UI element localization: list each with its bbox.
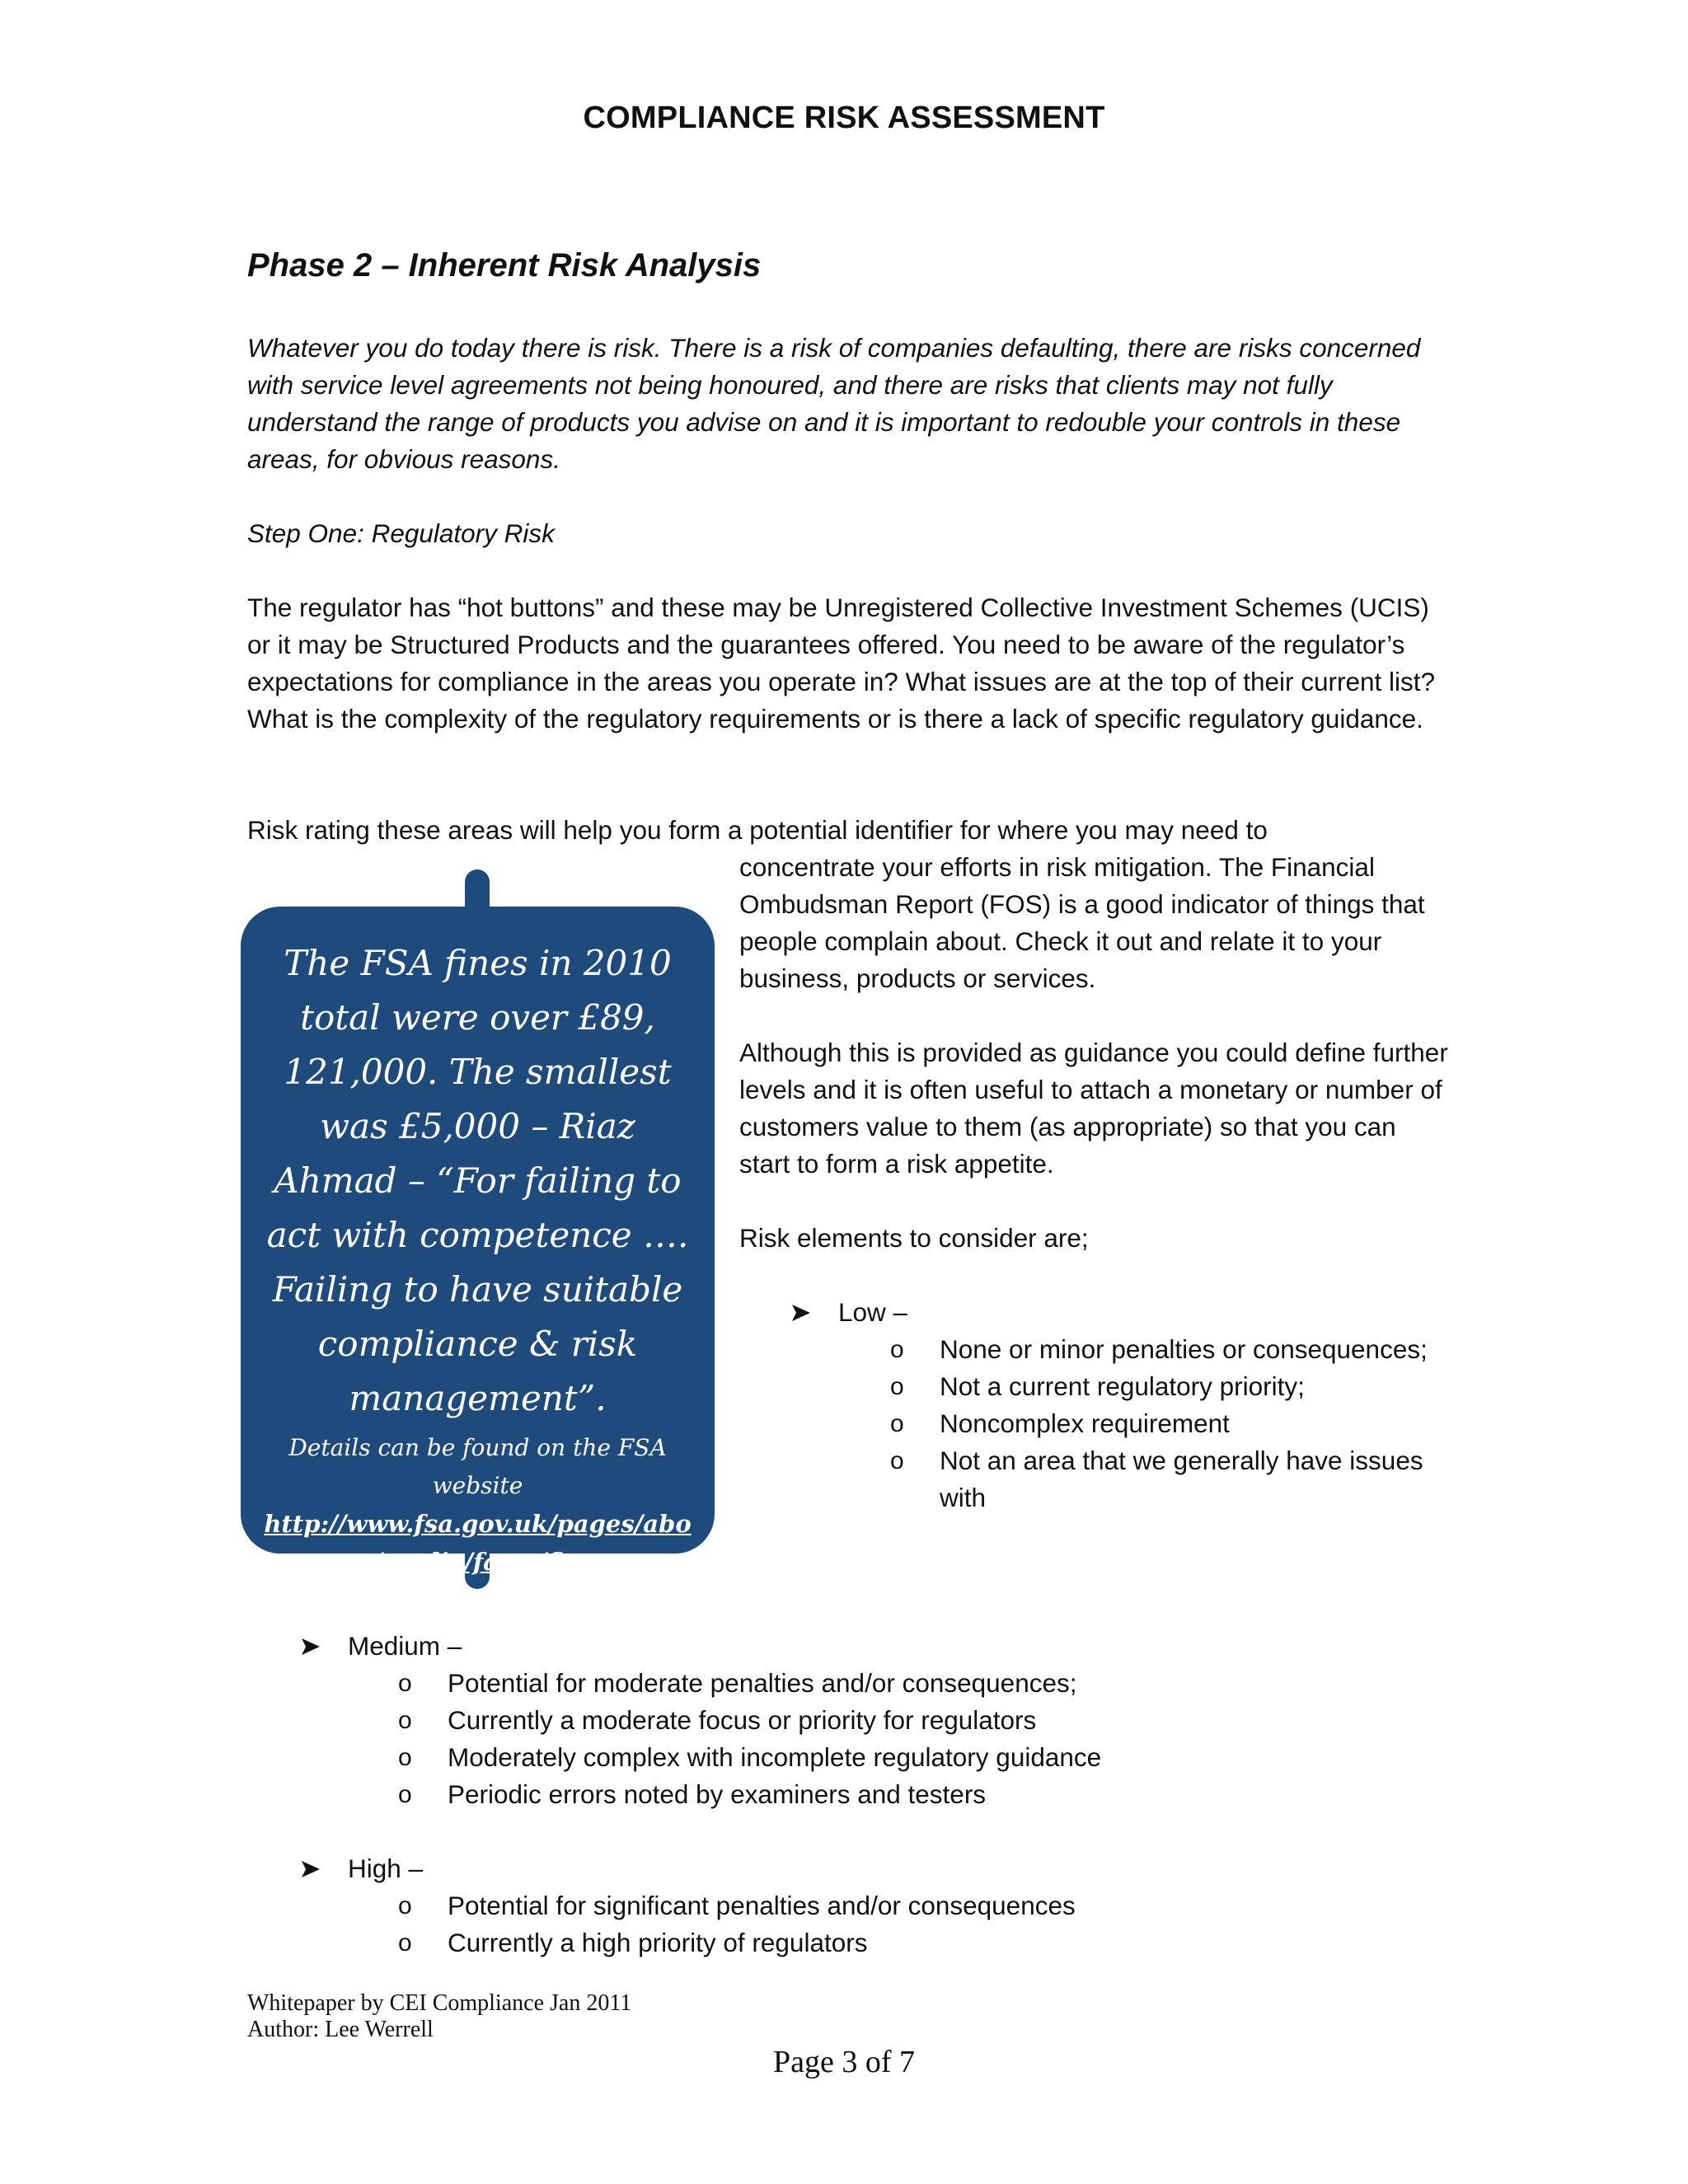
risk-rating-line: Risk rating these areas will help you form a potential identifier for where you may need to	[247, 815, 1268, 845]
risk-level-high	[301, 1850, 1372, 1961]
circle-bullet-icon: o	[890, 1447, 904, 1474]
circle-bullet-icon: o	[398, 1670, 412, 1697]
intro-paragraph: Whatever you do today there is risk. There is a risk of companies defaulting, there are risks concerned with service level agreements not being honoured, and there are risks that clients may not fully understand the range of products you advise on and it is important to redouble your controls in these areas, for obvious reasons.	[247, 333, 1421, 474]
guidance-paragraph: Although this is provided as guidance you could define further levels and it is often useful to attach a monetary or number of customers value to them (as appropriate) so that you can start to form a risk appetite.	[739, 1038, 1448, 1179]
document-title: COMPLIANCE RISK ASSESSMENT	[583, 101, 1105, 135]
risk-level-label: Low –	[838, 1297, 908, 1327]
circle-bullet-icon: o	[398, 1929, 412, 1957]
list-item: o Periodic errors noted by examiners and testers	[301, 1776, 1372, 1813]
circle-bullet-icon: o	[890, 1373, 904, 1400]
footer-author-name: Author: Lee Werrell	[247, 2017, 434, 2042]
fsa-fines-link[interactable]: http://www.fsa.gov.uk/pages/about/media/facts/fines	[264, 1510, 692, 1576]
circle-bullet-icon: o	[890, 1410, 904, 1437]
risk-elements-intro: Risk elements to consider are;	[739, 1223, 1089, 1253]
callout-details-text: Details can be found on the FSA website	[288, 1434, 667, 1499]
arrow-bullet-icon	[301, 1850, 326, 1878]
risk-level-medium	[301, 1628, 1372, 1813]
regulator-paragraph: The regulator has “hot buttons” and these may be Unregistered Collective Investment Schemes (UCIS) or it may be Structured Products and the guarantees offered. You need to be aware of the regulator’s expectations for compliance in the areas you operate in? What issues are at the top of their current list? What is the complexity of the regulatory requirements or is there a lack of specific regulatory guidance.	[247, 593, 1436, 733]
fsa-fines-callout	[241, 907, 715, 1576]
circle-bullet-icon: o	[398, 1892, 412, 1919]
circle-bullet-icon: o	[398, 1707, 412, 1734]
risk-level-label: Medium –	[348, 1631, 462, 1661]
risk-level-low	[791, 1294, 1451, 1516]
list-item: o Noncomplex requirement	[791, 1405, 1451, 1442]
risk-level-label: High –	[348, 1854, 424, 1883]
step-one-heading: Step One: Regulatory Risk	[247, 518, 555, 548]
list-item: o None or minor penalties or consequences;	[791, 1331, 1451, 1368]
circle-bullet-icon: o	[890, 1336, 904, 1363]
list-item: o Moderately complex with incomplete regulatory guidance	[301, 1739, 1372, 1776]
footer-author-line: Whitepaper by CEI Compliance Jan 2011	[247, 1990, 632, 2016]
phase-heading: Phase 2 – Inherent Risk Analysis	[247, 247, 762, 284]
list-item: o Not a current regulatory priority;	[791, 1368, 1451, 1405]
list-item: o Not an area that we generally have issues with	[791, 1442, 1451, 1516]
callout-main-text: The FSA fines in 2010 total were over £89, 121,000. The smallest was £5,000 – Riaz Ahmad – “For failing to act with competence …. Failing to have suitable compliance & risk management”.	[266, 943, 689, 1418]
circle-bullet-icon: o	[398, 1744, 412, 1771]
circle-bullet-icon: o	[398, 1781, 412, 1808]
page-number: Page 3 of 7	[772, 2045, 916, 2079]
fos-paragraph: concentrate your efforts in risk mitigation. The Financial Ombudsman Report (FOS) is a good indicator of things that people complain about. Check it out and relate it to your business, products or services.	[739, 852, 1425, 993]
arrow-bullet-icon	[301, 1628, 326, 1656]
list-item: o Potential for significant penalties and/or consequences	[301, 1887, 1372, 1924]
footer	[247, 1990, 631, 2043]
arrow-bullet-icon	[791, 1294, 816, 1322]
list-item: o Currently a moderate focus or priority for regulators	[301, 1702, 1372, 1739]
list-item: o Potential for moderate penalties and/or consequences;	[301, 1665, 1372, 1702]
list-item: o Currently a high priority of regulators	[301, 1924, 1372, 1961]
